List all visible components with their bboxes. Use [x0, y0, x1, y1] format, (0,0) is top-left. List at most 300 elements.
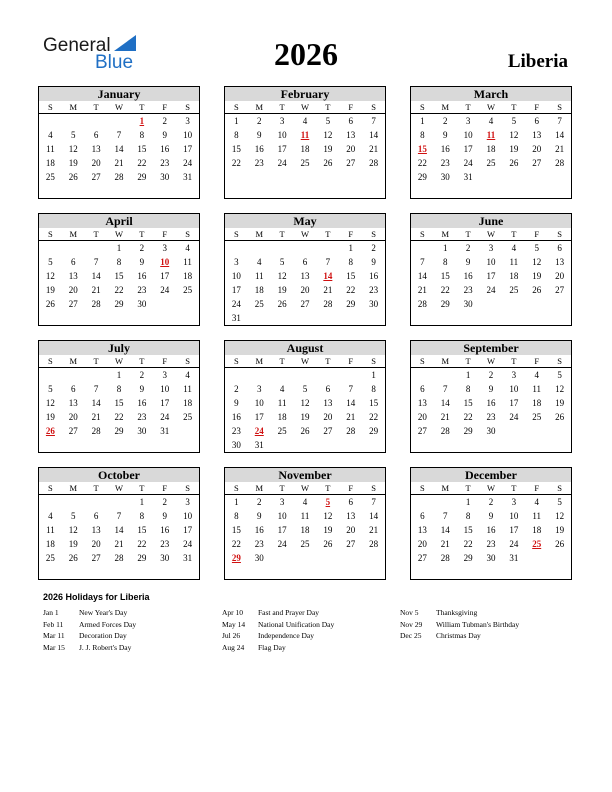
day-cell: 7 — [420, 257, 425, 267]
weekday-label: S — [48, 483, 53, 493]
day-cell: 17 — [277, 525, 287, 535]
day-cell: 19 — [300, 412, 310, 422]
holiday-date: Jan 1 — [43, 608, 59, 617]
day-cell: 26 — [323, 539, 333, 549]
day-cell: 1 — [234, 116, 239, 126]
day-cell: 7 — [93, 384, 99, 394]
weekday-label: W — [300, 356, 309, 366]
day-cell: 12 — [555, 384, 565, 394]
day-cell: 5 — [325, 116, 331, 126]
day-cell: 23 — [231, 426, 241, 436]
day-cell: 4 — [534, 497, 539, 507]
weekday-label: F — [534, 229, 540, 239]
logo-text-blue: Blue — [95, 52, 134, 73]
day-grid — [411, 495, 571, 565]
day-cell: 2 — [488, 370, 494, 380]
day-cell: 10 — [277, 511, 287, 521]
month-november — [224, 467, 386, 580]
weekday-header-row — [225, 228, 385, 241]
day-cell: 2 — [443, 116, 448, 126]
month-title: June — [411, 214, 571, 228]
day-cell: 16 — [231, 412, 241, 422]
weekday-label: S — [234, 483, 239, 493]
empty-day-cell — [85, 368, 108, 382]
day-cell: 14 — [91, 271, 101, 281]
holiday-entry — [43, 630, 136, 642]
empty-day-cell — [248, 241, 271, 255]
day-cell: 13 — [346, 130, 356, 140]
day-cell: 29 — [137, 553, 147, 563]
day-cell: 15 — [231, 525, 241, 535]
day-cell: 19 — [509, 144, 519, 154]
month-title: October — [39, 468, 199, 482]
day-cell: 23 — [254, 539, 264, 549]
holiday-name: William Tubman's Birthday — [436, 619, 520, 629]
month-october — [38, 467, 200, 580]
day-cell: 4 — [279, 384, 285, 394]
holiday-day-cell: 25 — [532, 539, 542, 549]
day-cell: 27 — [68, 426, 78, 436]
day-cell: 19 — [555, 398, 565, 408]
empty-day-cell — [411, 495, 434, 509]
day-cell: 24 — [463, 158, 473, 168]
day-cell: 3 — [162, 370, 167, 380]
weekday-label: S — [371, 356, 376, 366]
day-cell: 3 — [162, 243, 167, 253]
day-cell: 1 — [116, 243, 122, 253]
day-cell: 17 — [486, 271, 496, 281]
holiday-date: Nov 5 — [400, 608, 419, 617]
day-cell: 26 — [68, 553, 78, 563]
day-cell: 22 — [137, 158, 147, 168]
day-cell: 18 — [300, 525, 310, 535]
page-title-year: 2026 — [274, 36, 338, 72]
day-cell: 29 — [114, 426, 124, 436]
weekday-label: M — [441, 229, 450, 239]
holiday-entry — [400, 607, 519, 619]
empty-day-cell — [411, 241, 434, 255]
day-cell: 5 — [534, 243, 539, 253]
weekday-label: M — [69, 356, 78, 366]
weekday-label: M — [441, 483, 450, 493]
day-cell: 17 — [463, 144, 473, 154]
day-cell: 16 — [254, 144, 264, 154]
day-cell: 18 — [277, 412, 287, 422]
day-cell: 21 — [114, 158, 124, 168]
day-cell: 25 — [532, 412, 542, 422]
day-cell: 5 — [279, 257, 285, 267]
day-cell: 10 — [160, 384, 170, 394]
day-cell: 1 — [443, 243, 448, 253]
day-cell: 24 — [183, 539, 193, 549]
day-cell: 29 — [369, 426, 379, 436]
day-cell: 18 — [254, 285, 264, 295]
weekday-label: W — [114, 102, 123, 112]
day-cell: 30 — [486, 553, 496, 563]
day-cell: 23 — [137, 285, 147, 295]
day-cell: 29 — [114, 299, 124, 309]
day-cell: 10 — [509, 384, 519, 394]
empty-day-cell — [294, 368, 317, 382]
day-cell: 25 — [45, 553, 55, 563]
day-cell: 11 — [254, 271, 264, 281]
weekday-label: T — [93, 356, 99, 366]
day-cell: 16 — [137, 271, 147, 281]
day-cell: 3 — [465, 116, 471, 126]
day-cell: 21 — [440, 412, 450, 422]
day-cell: 18 — [532, 398, 542, 408]
day-cell: 6 — [420, 511, 425, 521]
day-cell: 29 — [137, 172, 147, 182]
day-cell: 16 — [254, 525, 264, 535]
weekday-label: W — [114, 229, 123, 239]
day-cell: 7 — [371, 497, 376, 507]
day-cell: 4 — [534, 370, 539, 380]
empty-day-cell — [39, 114, 62, 128]
day-cell: 4 — [185, 370, 190, 380]
day-cell: 20 — [532, 144, 542, 154]
day-cell: 14 — [114, 525, 124, 535]
day-cell: 18 — [486, 144, 496, 154]
day-cell: 19 — [68, 539, 78, 549]
day-cell: 2 — [488, 497, 494, 507]
holiday-name: Armed Forces Day — [79, 619, 137, 629]
weekday-label: S — [371, 102, 376, 112]
holiday-date: Jul 26 — [222, 631, 241, 640]
day-cell: 24 — [183, 158, 193, 168]
day-cell: 5 — [511, 116, 517, 126]
month-title: November — [225, 468, 385, 482]
empty-day-cell — [294, 241, 317, 255]
day-cell: 24 — [277, 539, 287, 549]
day-cell: 4 — [185, 243, 190, 253]
day-cell: 22 — [417, 158, 427, 168]
day-cell: 15 — [463, 525, 473, 535]
day-cell: 20 — [346, 144, 356, 154]
day-cell: 24 — [160, 412, 170, 422]
day-cell: 16 — [137, 398, 147, 408]
day-cell: 23 — [486, 539, 496, 549]
weekday-label: S — [557, 229, 562, 239]
holiday-date: Dec 25 — [400, 631, 422, 640]
day-cell: 1 — [348, 243, 353, 253]
weekday-label: F — [162, 483, 168, 493]
weekday-label: F — [162, 229, 168, 239]
day-cell: 11 — [300, 511, 310, 521]
day-cell: 31 — [231, 313, 241, 323]
day-cell: 21 — [417, 285, 427, 295]
day-cell: 3 — [279, 116, 285, 126]
day-cell: 13 — [417, 525, 427, 535]
day-cell: 30 — [231, 440, 241, 450]
empty-day-cell — [271, 241, 294, 255]
day-cell: 21 — [369, 144, 379, 154]
day-cell: 10 — [277, 130, 287, 140]
weekday-label: S — [234, 102, 239, 112]
day-cell: 29 — [463, 553, 473, 563]
day-cell: 7 — [93, 257, 99, 267]
day-cell: 6 — [348, 497, 353, 507]
day-cell: 8 — [420, 130, 425, 140]
empty-day-cell — [62, 495, 85, 509]
month-title: January — [39, 87, 199, 101]
day-grid — [225, 241, 385, 325]
day-cell: 13 — [417, 398, 427, 408]
weekday-label: T — [139, 229, 145, 239]
day-cell: 6 — [534, 116, 539, 126]
day-cell: 16 — [486, 525, 496, 535]
weekday-header-row — [225, 355, 385, 368]
weekday-label: S — [185, 483, 190, 493]
day-cell: 6 — [93, 511, 99, 521]
weekday-label: T — [139, 102, 145, 112]
day-cell: 2 — [234, 384, 239, 394]
empty-day-cell — [411, 368, 434, 382]
day-cell: 17 — [231, 285, 241, 295]
day-cell: 11 — [532, 384, 542, 394]
day-cell: 23 — [160, 539, 170, 549]
month-april — [38, 213, 200, 326]
day-cell: 3 — [234, 257, 239, 267]
day-cell: 4 — [488, 116, 494, 126]
day-cell: 7 — [557, 116, 562, 126]
day-cell: 18 — [300, 144, 310, 154]
day-cell: 31 — [183, 172, 193, 182]
weekday-label: W — [300, 229, 309, 239]
day-cell: 26 — [277, 299, 287, 309]
day-cell: 26 — [45, 299, 55, 309]
day-cell: 30 — [137, 426, 147, 436]
day-cell: 9 — [139, 384, 145, 394]
day-cell: 27 — [68, 299, 78, 309]
weekday-label: S — [48, 229, 53, 239]
day-cell: 8 — [234, 511, 239, 521]
day-cell: 5 — [48, 384, 53, 394]
weekday-label: W — [486, 102, 495, 112]
day-cell: 13 — [68, 398, 78, 408]
weekday-label: F — [534, 356, 540, 366]
weekday-label: T — [93, 483, 99, 493]
day-cell: 5 — [557, 497, 562, 507]
day-cell: 14 — [440, 525, 450, 535]
day-cell: 4 — [48, 130, 53, 140]
day-cell: 21 — [114, 539, 124, 549]
weekday-label: T — [465, 356, 471, 366]
day-cell: 26 — [532, 285, 542, 295]
day-cell: 24 — [509, 412, 519, 422]
day-cell: 23 — [440, 158, 450, 168]
day-cell: 27 — [91, 553, 101, 563]
day-cell: 16 — [369, 271, 379, 281]
day-cell: 8 — [465, 511, 471, 521]
weekday-label: S — [234, 356, 239, 366]
weekday-label: W — [486, 356, 495, 366]
day-cell: 13 — [346, 511, 356, 521]
day-cell: 6 — [325, 384, 331, 394]
day-cell: 20 — [68, 412, 78, 422]
day-cell: 31 — [254, 440, 264, 450]
day-cell: 17 — [509, 525, 519, 535]
weekday-label: T — [465, 229, 471, 239]
day-cell: 22 — [114, 285, 124, 295]
day-cell: 21 — [91, 285, 101, 295]
day-cell: 15 — [231, 144, 241, 154]
day-cell: 18 — [45, 539, 55, 549]
day-cell: 10 — [183, 511, 193, 521]
day-cell: 1 — [116, 370, 122, 380]
holiday-date: Aug 24 — [222, 642, 245, 652]
day-cell: 12 — [68, 525, 78, 535]
day-cell: 16 — [440, 144, 450, 154]
month-january — [38, 86, 200, 199]
holiday-name: Thanksgiving — [436, 608, 478, 617]
weekday-label: S — [371, 229, 376, 239]
day-cell: 15 — [440, 271, 450, 281]
day-cell: 27 — [91, 172, 101, 182]
day-cell: 9 — [371, 257, 376, 267]
empty-day-cell — [108, 114, 131, 128]
day-grid — [39, 495, 199, 565]
day-cell: 28 — [114, 553, 124, 563]
weekday-label: T — [511, 483, 517, 493]
day-cell: 25 — [45, 172, 55, 182]
day-cell: 19 — [323, 144, 333, 154]
holiday-name: Independence Day — [258, 631, 315, 640]
day-cell: 28 — [440, 553, 450, 563]
holiday-day-cell: 1 — [139, 116, 145, 126]
day-cell: 2 — [257, 116, 262, 126]
day-cell: 24 — [486, 285, 496, 295]
day-cell: 15 — [114, 398, 124, 408]
holiday-date: Mar 11 — [43, 631, 65, 640]
day-cell: 1 — [234, 497, 239, 507]
month-december — [410, 467, 572, 580]
weekday-label: F — [534, 102, 540, 112]
day-cell: 10 — [463, 130, 473, 140]
day-cell: 18 — [45, 158, 55, 168]
holiday-name: New Year's Day — [79, 608, 128, 617]
day-cell: 4 — [302, 116, 308, 126]
holiday-name: Christmas Day — [436, 631, 481, 640]
day-cell: 27 — [323, 426, 333, 436]
day-cell: 22 — [463, 539, 473, 549]
day-cell: 22 — [231, 539, 241, 549]
day-grid — [225, 495, 385, 565]
day-cell: 7 — [325, 257, 331, 267]
day-cell: 25 — [183, 285, 193, 295]
day-cell: 15 — [137, 525, 147, 535]
day-cell: 1 — [139, 497, 145, 507]
day-cell: 3 — [511, 370, 517, 380]
weekday-label: S — [420, 229, 425, 239]
weekday-label: T — [465, 483, 471, 493]
day-cell: 21 — [369, 525, 379, 535]
day-cell: 11 — [46, 525, 55, 535]
weekday-label: M — [255, 229, 264, 239]
weekday-header-row — [225, 101, 385, 114]
weekday-header-row — [411, 482, 571, 495]
day-cell: 4 — [511, 243, 517, 253]
day-cell: 5 — [71, 130, 76, 140]
weekday-label: M — [69, 102, 78, 112]
weekday-label: S — [557, 483, 562, 493]
weekday-label: S — [185, 102, 190, 112]
day-cell: 29 — [440, 299, 450, 309]
empty-day-cell — [248, 368, 271, 382]
day-cell: 18 — [509, 271, 519, 281]
day-cell: 12 — [277, 271, 287, 281]
weekday-label: F — [348, 356, 354, 366]
day-cell: 8 — [139, 511, 145, 521]
day-cell: 25 — [300, 158, 310, 168]
holiday-entry — [43, 619, 136, 631]
day-cell: 3 — [511, 497, 517, 507]
country-name: Liberia — [507, 51, 568, 72]
day-cell: 12 — [68, 144, 78, 154]
holidays-title: 2026 Holidays for Liberia — [43, 592, 150, 602]
day-cell: 15 — [463, 398, 473, 408]
day-cell: 11 — [277, 398, 287, 408]
day-cell: 20 — [68, 285, 78, 295]
day-cell: 12 — [532, 257, 542, 267]
day-cell: 22 — [369, 412, 379, 422]
day-cell: 17 — [509, 398, 519, 408]
weekday-label: M — [441, 356, 450, 366]
day-cell: 2 — [162, 116, 167, 126]
holiday-date: Mar 15 — [43, 642, 65, 652]
day-cell: 18 — [183, 398, 193, 408]
weekday-header-row — [39, 228, 199, 241]
weekday-label: W — [114, 483, 123, 493]
day-cell: 23 — [137, 412, 147, 422]
weekday-label: S — [48, 356, 53, 366]
day-cell: 14 — [555, 130, 565, 140]
month-title: December — [411, 468, 571, 482]
day-cell: 7 — [348, 384, 353, 394]
weekday-label: T — [279, 483, 285, 493]
weekday-label: S — [48, 102, 53, 112]
weekday-header-row — [39, 355, 199, 368]
day-cell: 20 — [300, 285, 310, 295]
weekday-header-row — [411, 228, 571, 241]
empty-day-cell — [39, 241, 62, 255]
day-cell: 23 — [254, 158, 264, 168]
day-cell: 14 — [91, 398, 101, 408]
day-cell: 27 — [417, 553, 427, 563]
day-cell: 10 — [183, 130, 193, 140]
weekday-label: T — [279, 102, 285, 112]
day-cell: 17 — [183, 525, 193, 535]
empty-day-cell — [39, 368, 62, 382]
day-cell: 14 — [369, 511, 379, 521]
weekday-label: W — [486, 483, 495, 493]
day-cell: 17 — [277, 144, 287, 154]
weekday-label: S — [234, 229, 239, 239]
day-cell: 8 — [116, 384, 122, 394]
empty-day-cell — [85, 495, 108, 509]
day-cell: 30 — [160, 553, 170, 563]
day-cell: 3 — [488, 243, 494, 253]
weekday-label: F — [348, 229, 354, 239]
day-cell: 17 — [160, 398, 170, 408]
day-cell: 26 — [300, 426, 310, 436]
day-cell: 25 — [509, 285, 519, 295]
day-cell: 28 — [369, 158, 379, 168]
day-cell: 7 — [116, 511, 122, 521]
holiday-entry — [400, 619, 519, 631]
holiday-name: Decoration Day — [79, 631, 127, 640]
holiday-entry — [222, 607, 334, 619]
